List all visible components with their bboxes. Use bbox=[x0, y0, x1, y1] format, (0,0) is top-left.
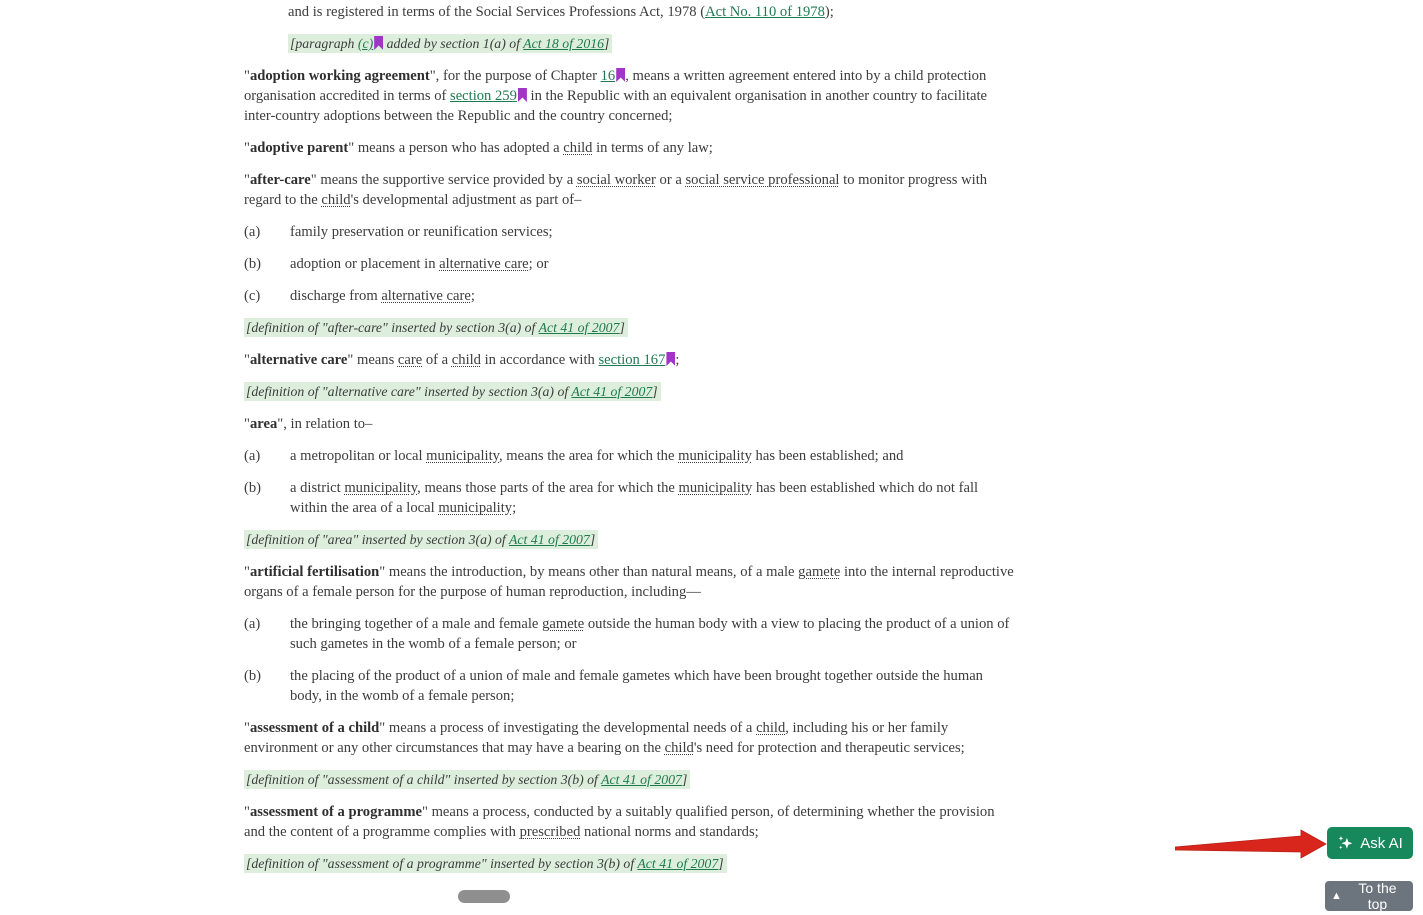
editorial-note bbox=[244, 854, 1014, 874]
editorial-note bbox=[244, 770, 1014, 790]
glossary-term[interactable]: social service professional bbox=[685, 172, 840, 188]
glossary-term[interactable]: municipality bbox=[438, 500, 513, 516]
act-link[interactable]: Act 41 of 2007 bbox=[508, 532, 590, 547]
glossary-term[interactable]: alternative care bbox=[439, 256, 529, 272]
list-item-label: (a) bbox=[244, 616, 261, 632]
list-item bbox=[244, 446, 1014, 466]
list-item bbox=[244, 254, 1014, 274]
list-item bbox=[244, 614, 1014, 654]
glossary-term[interactable]: municipality bbox=[678, 480, 753, 496]
act-link[interactable]: Act 41 of 2007 bbox=[601, 772, 682, 787]
glossary-term[interactable]: child bbox=[664, 740, 694, 756]
paragraph: "adoptive parent" means a person who has adopted a child in terms of any law; bbox=[244, 140, 713, 156]
list-item-label: (a) bbox=[244, 448, 261, 464]
glossary-term[interactable]: child bbox=[563, 140, 593, 156]
defined-term: artificial fertilisation bbox=[249, 564, 380, 580]
list-item-text: a metropolitan or local municipality, means the area for which the municipality has been established; and bbox=[290, 448, 904, 464]
up-triangle-icon: ▲ bbox=[1331, 889, 1342, 902]
editorial-note bbox=[244, 318, 1014, 338]
red-arrow-shape bbox=[1175, 830, 1326, 858]
list-item-text: family preservation or reunification services; bbox=[290, 224, 553, 240]
act-link[interactable]: section 259 bbox=[450, 88, 517, 104]
editorial-note-highlight: [definition of "assessment of a child" inserted by section 3(b) of Act 41 of 2007] bbox=[244, 770, 690, 789]
glossary-term[interactable]: prescribed bbox=[519, 824, 581, 840]
editorial-note-highlight: [definition of "assessment of a programme" inserted by section 3(b) of Act 41 of 2007] bbox=[244, 854, 727, 873]
red-arrow-annotation bbox=[1175, 829, 1327, 861]
defined-term: adoption working agreement bbox=[249, 68, 430, 84]
list-item-label: (b) bbox=[244, 480, 262, 496]
sparkles-icon bbox=[1337, 835, 1353, 851]
paragraph: "alternative care" means care of a child in accordance with section 167 ; bbox=[244, 352, 680, 368]
glossary-term[interactable]: municipality bbox=[678, 448, 752, 464]
defined-term: alternative care bbox=[249, 352, 348, 368]
defined-term: adoptive parent bbox=[249, 140, 349, 156]
act-link[interactable]: (c) bbox=[357, 36, 374, 51]
editorial-note bbox=[244, 34, 1014, 54]
act-link[interactable]: 16 bbox=[600, 68, 616, 84]
paragraph: "adoption working agreement", for the purpose of Chapter 16 , means a written agreement entered into by a child protection organisation accredited in terms of section 259 in the Republic with an equivalent organisation in another country to facilitate inter-country adoptions between the Republic and the country concerned; bbox=[244, 68, 988, 124]
act-link[interactable]: Act 41 of 2007 bbox=[637, 856, 719, 871]
glossary-term[interactable]: municipality bbox=[426, 448, 499, 464]
glossary-term[interactable]: care bbox=[397, 352, 423, 368]
list-item bbox=[244, 222, 1014, 242]
list-item bbox=[244, 286, 1014, 306]
list-item-label: (b) bbox=[244, 668, 262, 684]
defined-term: assessment of a child bbox=[249, 720, 380, 736]
paragraph: "assessment of a child" means a process of investigating the developmental needs of a child, including his or her family environment or any other circumstances that may have a bearing on the child's need for protection and therapeutic services; bbox=[244, 720, 965, 756]
glossary-term[interactable]: alternative care bbox=[381, 288, 471, 304]
list-item-label: (a) bbox=[244, 224, 261, 240]
glossary-term[interactable]: child bbox=[756, 720, 786, 736]
list-item-text: adoption or placement in alternative care; or bbox=[290, 256, 549, 272]
document-body bbox=[244, 2, 1014, 886]
editorial-note bbox=[244, 382, 1014, 402]
editorial-note-highlight: [definition of "after-care" inserted by section 3(a) of Act 41 of 2007] bbox=[244, 318, 628, 337]
list-item-text: the placing of the product of a union of male and female gametes which have been brought together outside the human body, in the womb of a female person; bbox=[290, 668, 983, 704]
act-link[interactable]: Act 18 of 2016 bbox=[523, 36, 605, 51]
ask-ai-label: Ask AI bbox=[1360, 834, 1403, 852]
act-link[interactable]: section 167 bbox=[598, 352, 666, 368]
bookmark-icon[interactable] bbox=[616, 68, 625, 82]
act-link[interactable]: Act No. 110 of 1978 bbox=[705, 4, 825, 20]
list-item-text: discharge from alternative care; bbox=[290, 288, 475, 304]
defined-term: after-care bbox=[249, 172, 311, 188]
list-item-label: (b) bbox=[244, 256, 262, 272]
editorial-note-highlight: [definition of "area" inserted by section 3(a) of Act 41 of 2007] bbox=[244, 530, 598, 549]
bookmark-icon[interactable] bbox=[374, 36, 383, 50]
paragraph: "artificial fertilisation" means the introduction, by means other than natural means, of a male gamete into the internal reproductive organs of a female person for the purpose of human reproduction, including— bbox=[244, 564, 1014, 600]
list-item bbox=[244, 666, 1014, 706]
editorial-note-highlight: [definition of "alternative care" inserted by section 3(a) of Act 41 of 2007] bbox=[244, 382, 661, 401]
list-item bbox=[244, 478, 1014, 518]
editorial-note bbox=[244, 530, 1014, 550]
bookmark-icon[interactable] bbox=[518, 88, 527, 102]
to-top-button[interactable] bbox=[1325, 881, 1413, 911]
defined-term: area bbox=[249, 416, 278, 432]
bookmark-icon[interactable] bbox=[666, 352, 675, 366]
paragraph: and is registered in terms of the Social Services Professions Act, 1978 (Act No. 110 of 1978); bbox=[288, 4, 834, 20]
glossary-term[interactable]: social worker bbox=[576, 172, 656, 188]
glossary-term[interactable]: municipality bbox=[344, 480, 418, 496]
glossary-term[interactable]: child bbox=[451, 352, 481, 368]
to-top-label: To the top bbox=[1358, 880, 1397, 912]
glossary-term[interactable]: gamete bbox=[798, 564, 841, 580]
glossary-term[interactable]: gamete bbox=[542, 616, 585, 632]
ask-ai-button[interactable] bbox=[1327, 827, 1413, 859]
glossary-term[interactable]: child bbox=[321, 192, 351, 208]
defined-term: assessment of a programme bbox=[249, 804, 422, 820]
list-item-label: (c) bbox=[244, 288, 261, 304]
paragraph: "area", in relation to– bbox=[244, 416, 373, 432]
horizontal-scrollbar-thumb[interactable] bbox=[458, 890, 510, 903]
act-link[interactable]: Act 41 of 2007 bbox=[538, 320, 620, 335]
paragraph: "after-care" means the supportive service provided by a social worker or a social service professional to monitor progress with regard to the child's developmental adjustment as part of– bbox=[244, 172, 988, 208]
list-item-text: a district municipality, means those parts of the area for which the municipality has been established which do not fall within the area of a local municipality; bbox=[290, 480, 979, 516]
list-item-text: the bringing together of a male and female gamete outside the human body with a view to placing the product of a union of such gametes in the womb of a female person; or bbox=[290, 616, 1010, 652]
act-link[interactable]: Act 41 of 2007 bbox=[571, 384, 653, 399]
editorial-note-highlight: [paragraph (c) added by section 1(a) of Act 18 of 2016] bbox=[288, 34, 612, 53]
paragraph: "assessment of a programme" means a process, conducted by a suitably qualified person, of determining whether the provision and the content of a programme complies with prescribed national norms and standards; bbox=[244, 804, 995, 840]
